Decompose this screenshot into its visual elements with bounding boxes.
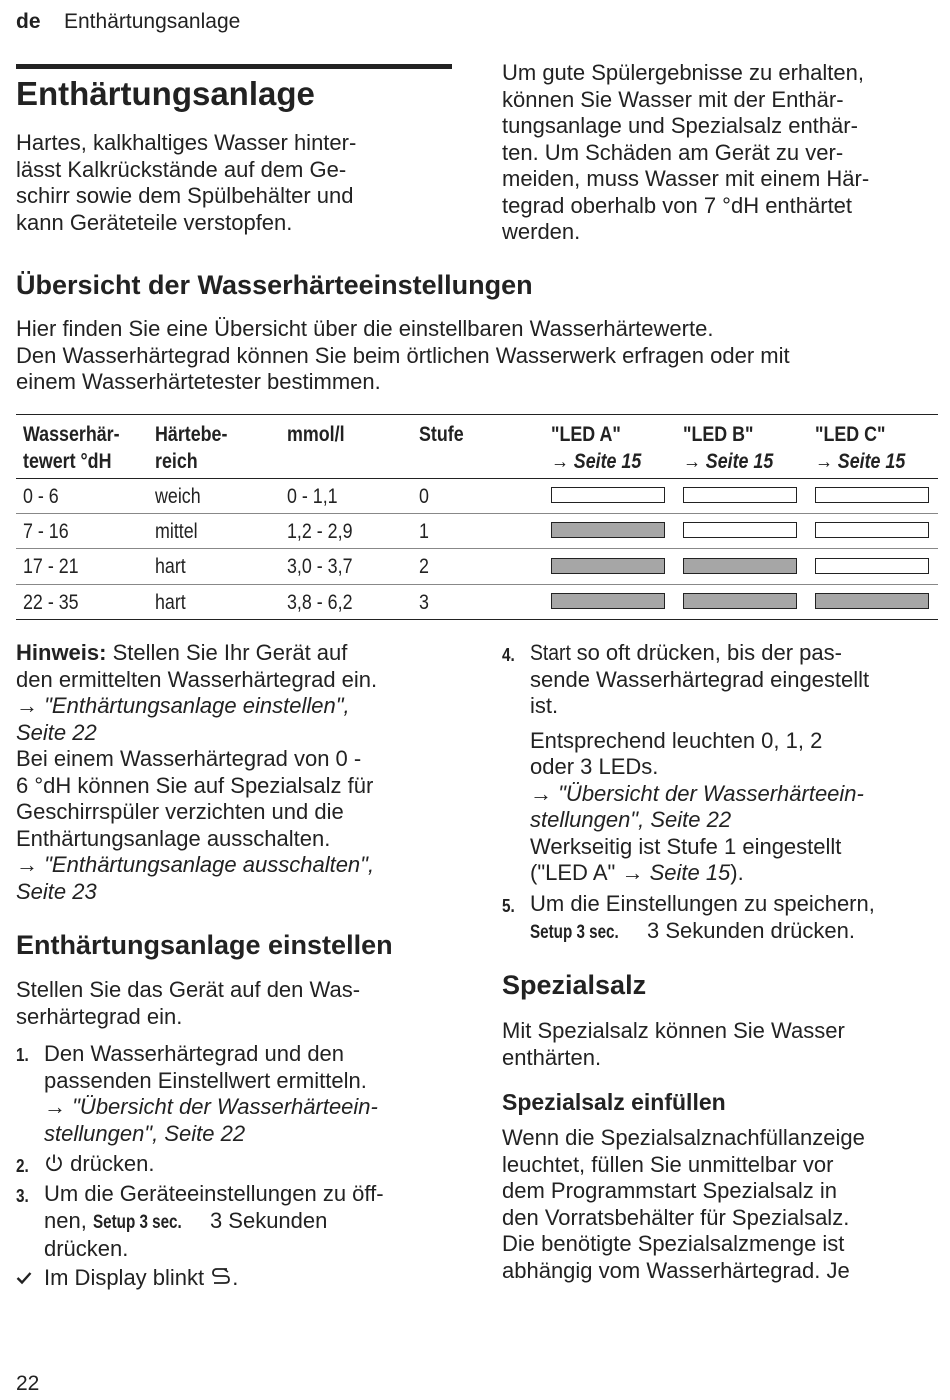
cell-dh: 7 - 16	[23, 520, 69, 543]
col-header-stufe: Stufe	[419, 423, 464, 446]
setup-key-label[interactable]: Setup 3 sec.	[92, 1211, 182, 1233]
step-number: 5.	[502, 896, 515, 916]
step-5: Um die Einstellungen zu speichern, Setup 3 sec. 3 Sekunden drücken.	[530, 891, 942, 946]
step-number: 2.	[16, 1156, 29, 1176]
cross-reference-link[interactable]: → "Enthärtungsanlage einstellen",	[16, 693, 350, 718]
table-header-rule	[16, 478, 938, 479]
cell-dh: 22 - 35	[23, 591, 79, 614]
cell-mmol: 3,8 - 6,2	[287, 591, 353, 614]
step-result: Im Display blinkt .	[16, 1265, 456, 1294]
salt-title: Spezialsalz	[502, 970, 647, 1000]
start-key-label[interactable]: Start	[530, 640, 571, 665]
cell-stufe: 2	[419, 555, 429, 578]
led-b-indicator	[683, 487, 797, 503]
led-a-indicator	[551, 593, 665, 609]
intro-right-text: Um gute Spülergebnisse zu erhalten, können Sie Wasser mit der Enthär- tungsanlage und Spezialsalz enthär- ten. Um Schäden am Gerät zu ver- meiden, muss Wasser mit einem Här- tegrad oberhalb von 7 °dH enthärtet werden.	[502, 60, 870, 244]
step-4: Start so oft drücken, bis der pas- sende Wasserhärtegrad eingestellt ist. Entsprechend leuchten 0, 1, 2 oder 3 LEDs. → "Übersicht der Wasserhärteein- stellungen", Seite 22 Werkseitig ist Stufe 1 eingestellt ("LED A" → Seite 15).	[530, 640, 942, 887]
setup-intro: Stellen Sie das Gerät auf den Was- serhärtegrad ein.	[16, 977, 361, 1029]
check-icon	[16, 1265, 44, 1292]
power-icon[interactable]	[44, 1153, 64, 1180]
cell-stufe: 1	[419, 520, 429, 543]
arrow-right-icon: →	[44, 1094, 73, 1119]
step-3: Um die Geräteeinstellungen zu öff- nen, Setup 3 sec. 3 Sekunden drücken.	[44, 1181, 384, 1261]
cell-range: mittel	[155, 520, 198, 543]
col-header-led-c: "LED C" → Seite 15	[815, 423, 906, 473]
led-b-indicator	[683, 558, 797, 574]
note-label: Hinweis:	[16, 640, 107, 665]
led-a-indicator	[551, 522, 665, 538]
cell-dh: 17 - 21	[23, 555, 79, 578]
step-number: 1.	[16, 1045, 29, 1065]
table-top-rule	[16, 414, 938, 415]
step-number: 4.	[502, 645, 515, 665]
cell-range: weich	[155, 485, 201, 508]
col-header-mmol: mmol/l	[287, 423, 345, 446]
led-c-indicator	[815, 558, 929, 574]
salt-fill-text: Wenn die Spezialsalznachfüllanzeige leuchtet, füllen Sie unmittelbar vor dem Programmstart Spezialsalz in den Vorratsbehälter für Spezialsalz. Die benötigte Spezialsalzmenge ist abhängig vom Wasserhärtegrad. Je	[502, 1125, 865, 1283]
cell-stufe: 0	[419, 485, 429, 508]
cell-mmol: 1,2 - 2,9	[287, 520, 353, 543]
led-a-indicator	[551, 487, 665, 503]
arrow-right-icon: →	[16, 693, 45, 718]
cell-dh: 0 - 6	[23, 485, 59, 508]
section-title: Enthärtungsanlage	[16, 75, 315, 112]
cross-reference-link[interactable]: → "Enthärtungsanlage ausschalten",	[16, 852, 375, 877]
cross-reference-link[interactable]: → "Übersicht der Wasserhärteein-	[530, 780, 864, 806]
note-block: Hinweis: Stellen Sie Ihr Gerät auf den ermittelten Wasserhärtegrad ein. → "Enthärtungsanlage einstellen", Seite 22 Bei einem Wasserhärtegrad von 0 - 6 °dH können Sie auf Spezialsalz für Geschirrspüler verzichten und die Enthärtungsanlage ausschalten. → "Enthärtungsanlage ausschalten", Seite 23	[16, 640, 456, 905]
cell-mmol: 0 - 1,1	[287, 485, 338, 508]
row-rule	[16, 513, 938, 514]
page-number: 22	[16, 1372, 40, 1395]
setup-key-label[interactable]: Setup 3 sec.	[530, 921, 619, 943]
overview-text: Hier finden Sie eine Übersicht über die einstellbaren Wasserhärtewerte. Den Wasserhärtegrad können Sie beim örtlichen Wasserwerk erfragen oder mit einem Wasserhärtetester bestimmen.	[16, 316, 790, 394]
row-rule	[16, 584, 938, 585]
setup-title: Enthärtungsanlage einstellen	[16, 930, 393, 960]
col-header-led-a: "LED A" → Seite 15	[551, 423, 642, 473]
led-b-indicator	[683, 522, 797, 538]
led-c-indicator	[815, 522, 929, 538]
led-b-indicator	[683, 593, 797, 609]
col-header-range: Härtebe- reich	[155, 423, 228, 473]
salt-subtitle: Spezialsalz einfüllen	[502, 1089, 726, 1115]
step-number: 3.	[16, 1186, 29, 1206]
cross-reference-link[interactable]: Seite 15	[649, 860, 731, 885]
softener-symbol-icon	[210, 1265, 232, 1294]
cell-stufe: 3	[419, 591, 429, 614]
arrow-right-icon: →	[621, 860, 650, 885]
cross-reference-link[interactable]: → "Übersicht der Wasserhärteein-	[44, 1094, 378, 1119]
step-2: drücken.	[44, 1151, 464, 1180]
step-1: Den Wasserhärtegrad und den passenden Einstellwert ermitteln. → "Übersicht der Wasserhärteein- stellungen", Seite 22	[44, 1041, 464, 1147]
col-header-dh: Wasserhär- tewert °dH	[23, 423, 120, 473]
led-c-indicator	[815, 593, 929, 609]
intro-left-text: Hartes, kalkhaltiges Wasser hinter- lässt Kalkrückstände auf dem Ge- schirr sowie dem Spülbehälter und kann Geräteteile verstopfen.	[16, 130, 357, 235]
cell-range: hart	[155, 591, 186, 614]
salt-text: Mit Spezialsalz können Sie Wasser enthärten.	[502, 1018, 845, 1070]
running-header: Enthärtungsanlage	[64, 10, 241, 33]
arrow-right-icon: →	[530, 780, 559, 806]
language-code: de	[16, 10, 41, 33]
table-bottom-rule	[16, 619, 938, 620]
cell-mmol: 3,0 - 3,7	[287, 555, 353, 578]
col-header-led-b: "LED B" → Seite 15	[683, 423, 774, 473]
row-rule	[16, 548, 938, 549]
overview-title: Übersicht der Wasserhärteeinstellungen	[16, 270, 533, 300]
led-a-indicator	[551, 558, 665, 574]
cell-range: hart	[155, 555, 186, 578]
led-c-indicator	[815, 487, 929, 503]
section-rule	[16, 64, 452, 69]
arrow-right-icon: →	[16, 852, 45, 877]
